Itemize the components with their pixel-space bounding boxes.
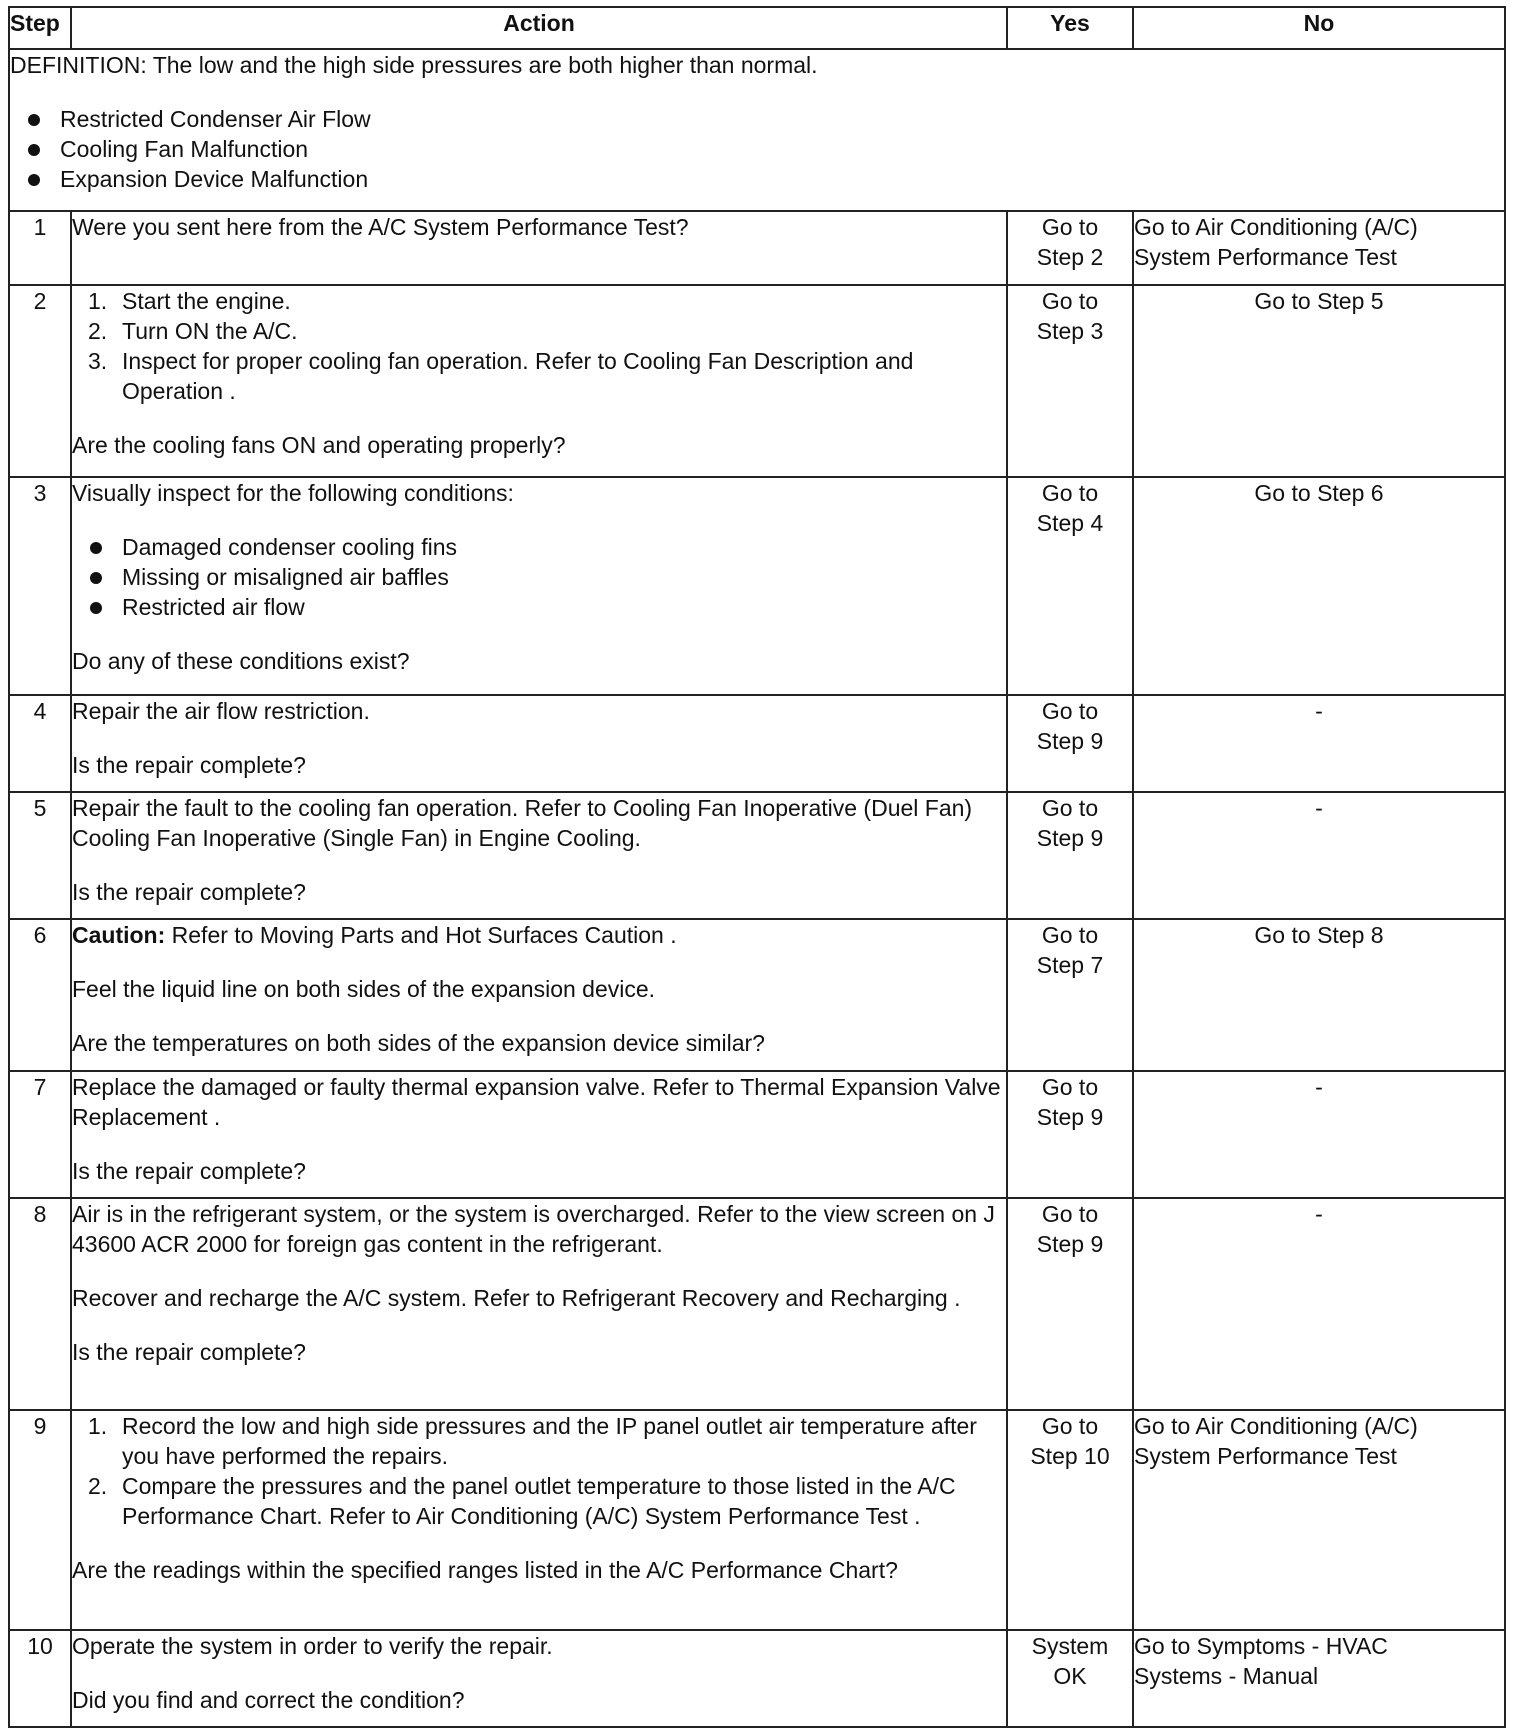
step-no: Go to Air Conditioning (A/C) System Performance Test	[1133, 1410, 1505, 1630]
step-action	[71, 211, 1007, 285]
step-yes: Go to Step 10	[1007, 1410, 1133, 1630]
diagnostic-table	[8, 6, 1506, 1728]
step-text: Repair the air flow restriction.	[72, 698, 370, 724]
step-text: Replace the damaged or faulty thermal expansion valve. Refer to Thermal Expansion Valve Replacement .	[72, 1074, 1001, 1130]
step-text: Air is in the refrigerant system, or the system is overcharged. Refer to the view screen on J 43600 ACR 2000 for foreign gas content in the refrigerant.	[72, 1201, 995, 1257]
header-step: Step	[9, 7, 71, 49]
step-number: 10	[9, 1630, 71, 1727]
step-no: Go to Step 5	[1133, 285, 1505, 477]
step-action	[71, 695, 1007, 792]
step-yes: Go to Step 9	[1007, 792, 1133, 919]
list-item: Restricted Condenser Air Flow	[10, 104, 1504, 134]
step-row-3	[9, 477, 1505, 695]
step-number: 9	[9, 1410, 71, 1630]
step-row-7	[9, 1071, 1505, 1198]
step-yes: Go to Step 9	[1007, 1071, 1133, 1198]
step-row-5	[9, 792, 1505, 919]
step-instructions	[72, 286, 1006, 406]
caution-label: Caution:	[72, 922, 166, 948]
step-number: 7	[9, 1071, 71, 1198]
step-row-2	[9, 285, 1505, 477]
step-number: 2	[9, 285, 71, 477]
definition-row	[9, 49, 1505, 211]
step-number: 8	[9, 1198, 71, 1410]
step-conditions	[72, 532, 1006, 622]
step-question: Were you sent here from the A/C System Performance Test?	[72, 214, 689, 240]
step-row-1	[9, 211, 1505, 285]
step-question: Are the readings within the specified ranges listed in the A/C Performance Chart?	[72, 1557, 898, 1583]
step-yes: Go to Step 9	[1007, 1198, 1133, 1410]
step-yes: Go to Step 3	[1007, 285, 1133, 477]
step-row-4	[9, 695, 1505, 792]
step-no: -	[1133, 1071, 1505, 1198]
step-row-6	[9, 919, 1505, 1071]
list-item: Expansion Device Malfunction	[10, 164, 1504, 194]
step-text: Repair the fault to the cooling fan operation. Refer to Cooling Fan Inoperative (Duel Fan) Cooling Fan Inoperative (Single Fan) in Engine Cooling.	[72, 795, 973, 851]
step-row-9	[9, 1410, 1505, 1630]
step-question: Is the repair complete?	[72, 1339, 306, 1365]
step-instructions	[72, 1411, 1006, 1531]
list-item: Missing or misaligned air baffles	[72, 562, 1006, 592]
list-item: 2. Turn ON the A/C.	[88, 318, 298, 344]
list-item: 1. Record the low and high side pressures and the IP panel outlet air temperature after you have performed the repairs.	[88, 1413, 977, 1469]
step-no: -	[1133, 1198, 1505, 1410]
step-caution	[72, 920, 1006, 950]
step-action	[71, 919, 1007, 1071]
step-number: 4	[9, 695, 71, 792]
step-yes: System OK	[1007, 1630, 1133, 1727]
step-number: 5	[9, 792, 71, 919]
list-item: Damaged condenser cooling fins	[72, 532, 1006, 562]
step-number: 3	[9, 477, 71, 695]
header-yes: Yes	[1007, 7, 1133, 49]
step-question: Is the repair complete?	[72, 752, 306, 778]
step-action	[71, 477, 1007, 695]
step-text: Operate the system in order to verify the repair.	[72, 1633, 553, 1659]
step-action	[71, 1410, 1007, 1630]
caution-text: Refer to Moving Parts and Hot Surfaces Caution .	[165, 922, 677, 948]
step-no: Go to Step 6	[1133, 477, 1505, 695]
step-question: Do any of these conditions exist?	[72, 648, 410, 674]
step-number: 6	[9, 919, 71, 1071]
step-action	[71, 1071, 1007, 1198]
step-yes: Go to Step 7	[1007, 919, 1133, 1071]
step-row-8	[9, 1198, 1505, 1410]
step-yes: Go to Step 9	[1007, 695, 1133, 792]
header-action: Action	[71, 7, 1007, 49]
step-number: 1	[9, 211, 71, 285]
step-intro: Visually inspect for the following conditions:	[72, 480, 514, 506]
step-action	[71, 285, 1007, 477]
step-no: Go to Symptoms - HVAC Systems - Manual	[1133, 1630, 1505, 1727]
step-action	[71, 1630, 1007, 1727]
list-item: 2. Compare the pressures and the panel outlet temperature to those listed in the A/C Performance Chart. Refer to Air Conditioning (A/C) System Performance Test .	[88, 1473, 956, 1529]
definition-text: DEFINITION: The low and the high side pressures are both higher than normal.	[10, 52, 818, 78]
list-item: 1. Start the engine.	[88, 288, 291, 314]
list-item: Cooling Fan Malfunction	[10, 134, 1504, 164]
step-yes: Go to Step 4	[1007, 477, 1133, 695]
step-question: Is the repair complete?	[72, 1158, 306, 1184]
step-no: Go to Step 8	[1133, 919, 1505, 1071]
step-question: Are the temperatures on both sides of the expansion device similar?	[72, 1030, 765, 1056]
definition-list	[10, 104, 1504, 194]
step-no: Go to Air Conditioning (A/C) System Performance Test	[1133, 211, 1505, 285]
step-row-10	[9, 1630, 1505, 1727]
step-question: Did you find and correct the condition?	[72, 1687, 465, 1713]
step-text-2: Recover and recharge the A/C system. Refer to Refrigerant Recovery and Recharging .	[72, 1285, 961, 1311]
list-item: Restricted air flow	[72, 592, 1006, 622]
step-question: Are the cooling fans ON and operating properly?	[72, 432, 566, 458]
step-action	[71, 1198, 1007, 1410]
step-question: Is the repair complete?	[72, 879, 306, 905]
step-yes: Go to Step 2	[1007, 211, 1133, 285]
step-no: -	[1133, 792, 1505, 919]
step-no: -	[1133, 695, 1505, 792]
header-no: No	[1133, 7, 1505, 49]
header-row	[9, 7, 1505, 49]
step-action	[71, 792, 1007, 919]
step-text: Feel the liquid line on both sides of the expansion device.	[72, 976, 656, 1002]
list-item: 3. Inspect for proper cooling fan operation. Refer to Cooling Fan Description and Operation .	[88, 348, 914, 404]
